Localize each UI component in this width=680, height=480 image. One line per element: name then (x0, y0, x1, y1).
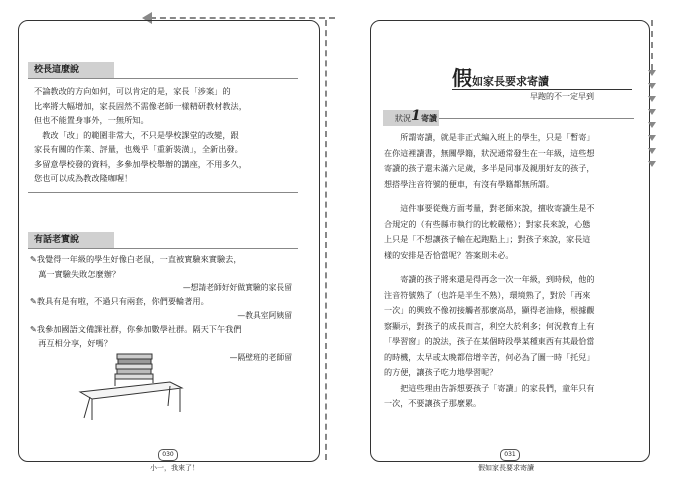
body-line: 家長有關的作業、評量，也幾乎「重新裝潢」，全新出發。 (34, 144, 243, 154)
body-line: 一次」的興致不像初接觸者那麼高昂，顯得老油條，根據觀 (384, 305, 595, 315)
body-line: 比率將大幅增加，家長固然不需像老師一樣精研教材教法， (34, 100, 247, 111)
body-line: 把這些理由告訴想要孩子「寄讀」的家長們，童年只有 (384, 382, 595, 393)
quote-signature: —教具室阿姨留 (237, 310, 292, 320)
body-line: 寄讀的孩子還未滿六足歲，多半是同事及親朋好友的孩子， (384, 163, 595, 173)
body-line: 但也不能置身事外，一無所知。 (34, 115, 149, 125)
right-page-number: 031 (500, 449, 520, 461)
body-line: 多留意學校發的資料，多參加學校舉辦的講座，不用多久， (34, 158, 247, 169)
desk-with-books-illustration (70, 352, 190, 422)
honest-talk-heading: 有話老實說 (28, 232, 114, 248)
quote-signature: —想請老師好好做實驗的家長留 (182, 283, 292, 292)
quote-block (30, 252, 292, 364)
subtitle: 早跑的不一定早到 (530, 92, 594, 101)
body-line: 察顯示，對孩子的成長而言，利空大於利多；何況教育上有 (384, 320, 595, 331)
chapter-title (452, 62, 549, 91)
arrow-down-icon (648, 161, 656, 167)
title-underline (452, 89, 632, 90)
body-line: 寄讀的孩子將來還是得再念一次一年級，到時候，他的 (384, 274, 595, 284)
quote-line: ✎我覺得一年級的學生好像白老鼠，一直被實驗來實驗去， (30, 254, 242, 264)
body-line: 教改「改」的範圍非常大，不只是學校課堂的改變，跟 (34, 129, 239, 140)
left-footer: 小一，我來了！ (150, 464, 199, 472)
arrow-down-icon (648, 122, 656, 128)
body-line: 您也可以成為教改隆咖喔！ (34, 173, 133, 183)
body-line: 的方便，讓孩子吃力地學習呢？ (384, 367, 498, 377)
body-line: 一次，不要讓孩子那麼累。 (384, 398, 482, 408)
body-line: 不論教改的方向如何，可以肯定的是，家長「涉案」的 (34, 86, 231, 96)
principal-says-heading: 校長這麼說 (28, 62, 114, 78)
status-rule (439, 118, 634, 119)
body-line: 在你這裡讀書，無關學籍，狀況通常發生在一年級，這些想 (384, 147, 595, 158)
arrow-down-icon (648, 135, 656, 141)
body-line: 這件事要從幾方面考量，對老師來說，擅收寄讀生是不 (384, 203, 595, 213)
arrow-down-icon (648, 70, 656, 76)
right-margin-arrows (648, 70, 658, 174)
right-top-dashed-line (651, 20, 653, 70)
quote-line: 萬一實驗失敗怎麼辦？ (30, 268, 121, 279)
arrow-down-icon (648, 96, 656, 102)
left-side-dashed-line (325, 20, 327, 460)
arrow-down-icon (648, 109, 656, 115)
body-line: 「學習窗」的說法，孩子在某個時段學某種東西有其最恰當 (384, 336, 595, 346)
body-line: 想搭學注音符號的便車，有沒有學籍都無所謂。 (384, 178, 554, 189)
quote-signature: —隔壁班的老師留 (229, 352, 292, 362)
arrow-down-icon (648, 83, 656, 89)
left-page-number: 030 (158, 449, 178, 461)
section2-rule (28, 248, 298, 249)
right-body (384, 130, 642, 412)
body-line: 合規定的（有些縣市執行的比較嚴格）；對家長來說，心態 (384, 218, 591, 229)
status-number: 1 (411, 108, 421, 124)
title-big-char: 假 (452, 66, 472, 90)
quote-line: 再互相分享，好嗎？ (30, 338, 112, 348)
right-footer: 假如家長要求寄讀 (478, 464, 534, 472)
body-line: 的時機，太早或太晚都倍增辛苦，何必為了圖一時「托兒」 (384, 351, 595, 362)
title-rest: 如家長要求寄讀 (472, 75, 549, 88)
body-line: 上只是「不想讓孩子輸在起跑點上」；對孩子來說，家長這 (384, 234, 591, 244)
arrow-down-icon (648, 148, 656, 154)
body-line: 所謂寄讀，就是非正式編入班上的學生，只是「暫寄」 (384, 132, 595, 142)
status-label: 狀況 (395, 114, 411, 123)
body-line: 樣的安排是否恰當呢？答案則未必。 (384, 249, 514, 260)
principal-says-body (34, 84, 314, 186)
section1-rule (28, 78, 298, 79)
quote-line: ✎我參加國語文備課社群，你參加數學社群。隔天下午我們 (30, 323, 242, 334)
body-line: 注音符號熟了（也許是半生不熟），環境熟了，對於「再來 (384, 289, 591, 300)
status-badge (383, 110, 439, 126)
top-dashed-arrow-line (150, 17, 335, 19)
quote-line: ✎教具有是有啦，不過只有兩套，你們要輪著用。 (30, 296, 209, 306)
status-title: 寄讀 (421, 114, 437, 123)
section1-bottom-rule (28, 192, 298, 193)
